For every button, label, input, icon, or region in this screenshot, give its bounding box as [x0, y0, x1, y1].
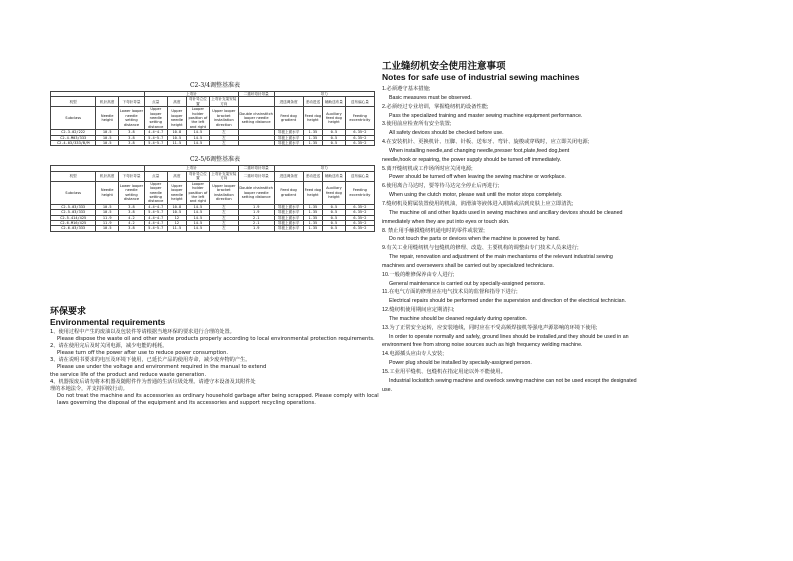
header-row-cn	[51, 171, 375, 181]
table-cell: 导板上面水平	[274, 130, 303, 135]
table-cell: 5.4~5.7	[144, 141, 167, 146]
note-line: use.	[382, 386, 393, 393]
table-cell: 导板上面水平	[274, 135, 303, 140]
note-line: 11.在电气方面的修理应在电气技术员的监督和指导下进行;	[382, 289, 518, 296]
notes-list	[382, 85, 737, 395]
table-cell: 10.5	[96, 130, 119, 135]
header-row-en	[51, 181, 375, 204]
table-cell: 1.35	[303, 204, 322, 209]
table-cell: 10.5	[96, 135, 119, 140]
env-line: the service life of the product and reduce waste generation.	[50, 371, 207, 378]
table-cell: 1.35	[303, 210, 322, 215]
note-line: When using the clutch motor, please wait until the motor stops completely.	[389, 192, 563, 199]
header-row-cn	[51, 97, 375, 107]
table-cell: 14.5	[187, 226, 210, 231]
table-cell: 14.5	[187, 220, 210, 225]
table-cell: 左	[209, 220, 238, 225]
table-cell: 10.5	[96, 210, 119, 215]
column-header-en: Auxiliary feed dog height	[323, 107, 346, 130]
note-line: Power should be turned off when leaving the sewing machine or workplace.	[389, 174, 566, 181]
table-cell: C2-5-03/333	[51, 210, 96, 215]
column-header-en: Looper holder position of the left and right	[188, 107, 208, 129]
env-line: Please use under the voltage and environment required in the manual to extend	[57, 364, 267, 371]
column-header-cn: 辅助送布量	[323, 171, 346, 181]
column-header-en: Feed dog height	[303, 107, 322, 130]
table-cell: 1.9	[238, 204, 274, 209]
table-cell: 1.9	[238, 226, 274, 231]
note-line: Do not touch the parts or devices when the machine is powered by hand.	[389, 236, 561, 243]
table-cell: 0.5	[323, 204, 346, 209]
note-line: All safety devices should be checked before use.	[389, 130, 504, 137]
env-line: 4、机器报废后请勿将本机器及随附件作为普通的生活垃圾处理。请遵守本设备及其附件处	[50, 378, 256, 385]
table-cell: 14.5	[187, 135, 210, 140]
note-line: The machine oil and other liquids used in sewing machines and ancillary devices should be cleaned	[389, 209, 623, 216]
column-header-cn: 二重环弯针导量	[238, 171, 274, 181]
table-cell: 14.5	[187, 210, 210, 215]
table-cell: 导板上面水平	[274, 220, 303, 225]
table-cell: 左	[209, 130, 238, 135]
table-cell: 1.35	[303, 226, 322, 231]
table-cell: 3.8	[119, 135, 145, 140]
column-header-en: Subclass	[51, 107, 96, 130]
table-cell: 0.5	[323, 215, 346, 220]
table-cell: 12	[167, 220, 186, 225]
table-cell: 左	[209, 210, 238, 215]
table-cell: 3.8	[119, 210, 145, 215]
table-cell: 10.5	[96, 204, 119, 209]
column-header-en: Looper holder position of the left and right	[188, 181, 208, 204]
table-cell: 6.35~2	[345, 130, 374, 135]
table-cell: 10.5	[167, 210, 186, 215]
table-cell: 6.35~2	[345, 141, 374, 146]
note-line: 7.缝纫机及附属装置使用的机油，润滑油等液体进入眼睛或沾到皮肤上应立即清洗;	[382, 200, 574, 207]
table-cell: 11.9	[96, 220, 119, 225]
table-cell: 6.35~2	[345, 226, 374, 231]
table-cell: 0.5	[323, 210, 346, 215]
column-header-en: Upper looper bracket installation direction	[209, 181, 238, 204]
table1-title: C2-3/4调整基准表	[189, 82, 241, 89]
table-cell: 14.5	[187, 204, 210, 209]
column-header-cn: 上弯针支架安装方向	[211, 97, 237, 106]
note-line: The repair, renovation and adjustment of the main mechanisms of the relevant industrial sewing	[389, 254, 613, 261]
table-cell: 左	[209, 135, 238, 140]
column-header-cn: 点量	[144, 171, 167, 181]
table-cell: 0.5	[323, 135, 346, 140]
env-line: 1、使用过程中产生的废油以及包装件等请根据当地环保的要求进行合理的处置。	[50, 329, 235, 335]
group-header-cell: 二重环弯针导量	[238, 166, 274, 171]
table-cell: 4.4~4.7	[144, 215, 167, 220]
table-cell: 11.5	[167, 141, 186, 146]
table-cell: 4.2	[119, 220, 145, 225]
table-cell: 导板上面水平	[274, 210, 303, 215]
column-header-en: Feed dog height	[303, 181, 322, 204]
table-cell: 左	[209, 226, 238, 231]
group-header-cell: 导力	[274, 92, 375, 97]
table-cell: 1.35	[303, 141, 322, 146]
table-cell: 6.35~2	[345, 215, 374, 220]
column-header-en: Upper looper needle setting distance	[144, 181, 167, 204]
table-cell: 左	[209, 215, 238, 220]
adjustment-table-c2-3-4	[50, 91, 375, 146]
table-cell: 导板上面水平	[274, 226, 303, 231]
table-cell: 10.5	[96, 226, 119, 231]
table-row	[51, 141, 375, 146]
table-cell: 11.5	[167, 226, 186, 231]
note-line: 15.工业用平缝机、包缝机在指定用途以外不能使用。	[382, 369, 506, 375]
column-header-cn: 辅助送布量	[323, 97, 346, 107]
table-cell: 10.5	[96, 141, 119, 146]
notes-title-cn: 工业缝纫机安全使用注意事项	[382, 61, 506, 72]
table-cell: 3.8	[119, 130, 145, 135]
note-line: Electrical repairs should be performed under the supervision and direction of the electrical technician.	[389, 298, 627, 305]
table-cell: 12	[167, 215, 186, 220]
note-line: 8. 禁止用手触摸缝纫机通电时的零件或装置;	[382, 227, 485, 234]
column-header-cn: 进送调条度	[274, 171, 303, 181]
table-cell: 0.5	[323, 220, 346, 225]
env-line: Please turn off the power after use to reduce power consumption.	[57, 350, 229, 357]
note-line: The machine should be cleaned regularly during operation.	[389, 315, 528, 322]
note-line: Power plug should be installed by specially-assigned person.	[389, 360, 532, 367]
table-row	[51, 226, 375, 231]
table-cell: 1.35	[303, 130, 322, 135]
table-cell: 1.35	[303, 135, 322, 140]
table-cell: 2.1	[238, 220, 274, 225]
table-cell: 14.5	[187, 215, 210, 220]
table-cell: 左	[209, 204, 238, 209]
table-cell: C2-4-M03/333	[51, 135, 96, 140]
column-header-en: Auxiliary feed dog height	[323, 181, 346, 204]
note-line: General maintenance is carried out by specially-assigned persons.	[389, 280, 546, 287]
column-header-cn: 下弯针导量	[119, 171, 145, 181]
column-header-en: Feeding eccentricity	[345, 181, 374, 204]
note-line: 13.为了正常安全运转，应安装地线，同时应在不受高频焊接机等强电声源影响的环境下使用;	[382, 324, 598, 331]
table-cell: 6.35~2	[345, 135, 374, 140]
note-line: In order to operate normally and safely, ground lines should be installed,and they should be used in an	[389, 333, 629, 340]
note-line: 14.电源插头应由专人安装;	[382, 351, 444, 358]
column-header-cn: 机型	[51, 97, 96, 107]
table-cell: 导板上面水平	[274, 204, 303, 209]
column-header-cn: 弯针导立位置	[187, 171, 210, 181]
column-header-cn: 送布偏心量	[345, 171, 374, 181]
adjustment-tables	[50, 80, 380, 232]
table-cell: 3.8	[119, 204, 145, 209]
note-line: 6.使用离合马达时，要等待马达完全停止后再进行;	[382, 183, 500, 190]
column-header-en: Upper looper needle setting distance	[144, 107, 167, 130]
note-line: 4.在安装机针、更换机针、压脚、针板、送布牙、弯针、旋梭或穿线时，应立即关闭电源;	[382, 139, 590, 146]
env-line: Do not treat the machine and its accessories as ordinary household garbage after being scrapped. Please comply with local laws governing the disposal of the equipment and its accessories and support recycling operations.	[57, 392, 379, 406]
table-cell: 3.8	[119, 141, 145, 146]
env-title-cn: 环保要求	[50, 306, 87, 316]
column-header-en: Subclass	[51, 181, 96, 204]
table-cell: C2-4-03/333/B/M	[51, 141, 96, 146]
header-row-en	[51, 107, 375, 130]
note-line: Industrial lockstitch sewing machine and overlock sewing machine can not be used except the designated	[389, 377, 637, 384]
table-cell: 10.8	[167, 204, 186, 209]
table-cell: 10.8	[167, 130, 186, 135]
note-line: 5.离开缝纫机或工作场所时应关闭电源;	[382, 165, 473, 172]
table-cell: 4.4~4.7	[144, 130, 167, 135]
table-cell: 10.5	[167, 135, 186, 140]
column-header-en: Lower looper needle setting distance	[119, 181, 145, 204]
table-cell: 5.4~5.7	[144, 210, 167, 215]
column-header-en: Double chainstitch looper needle setting distance	[238, 107, 274, 130]
note-line: environment free from strong noise sources such as high frequency welding machine.	[382, 342, 583, 349]
table-cell: 14.5	[187, 141, 210, 146]
column-header-cn: 弯针导立位置	[187, 97, 210, 107]
table-cell: 1.35	[303, 215, 322, 220]
group-header-cell: 二重环弯针导量	[238, 92, 274, 97]
note-line: 10.一般的维修保养由专人进行;	[382, 271, 455, 278]
table-cell: 4.4~4.7	[144, 204, 167, 209]
table2-title: C2-5/6调整基准表	[189, 156, 241, 164]
environmental-requirements	[50, 306, 380, 407]
column-header-en: Feed dog gradient	[274, 181, 303, 204]
note-line: 1.必须遵守基本措施;	[382, 86, 431, 92]
column-header-cn: 下弯针导量	[119, 97, 145, 107]
table-cell: 0.5	[323, 226, 346, 231]
table-cell: C2-5-414/425	[51, 215, 96, 220]
notes-title-en: Notes for safe use of industrial sewing machines	[382, 72, 580, 82]
table-cell: 6.35~2	[345, 204, 374, 209]
env-line: 2、请在使用完后及时关闭电源，减少电能的耗耗。	[50, 343, 168, 350]
column-header-cn: 上弯针支架安装方向	[211, 171, 237, 181]
column-header-en: Upper looper bracket installation direction	[209, 107, 238, 130]
note-line: machines and oversewers shall be carried out by specialized technicians.	[382, 262, 554, 269]
table-cell: 11.9	[96, 215, 119, 220]
table-cell: 0.5	[323, 130, 346, 135]
column-header-en: Needle height	[96, 107, 119, 130]
table-cell: 1.9	[238, 210, 274, 215]
column-header-en: Lower looper needle setting distance	[119, 107, 145, 130]
table-cell: 6.35~2	[345, 220, 374, 225]
column-header-cn: 高度	[167, 171, 186, 181]
table-cell: 1.35	[303, 220, 322, 225]
table-cell: 导板上面水平	[274, 141, 303, 146]
table-cell: C2-6-03/333	[51, 226, 96, 231]
column-header-cn: 点量	[144, 97, 167, 107]
note-line: 3.使用前应检查所有安全装置;	[382, 121, 452, 128]
note-line: 9.有关工业用缝纫机与包缝机的修理、改造、主要机构的调整由专门技术人员来进行;	[382, 245, 579, 252]
safety-notes	[382, 61, 737, 395]
table-cell: C2-5-03/333	[51, 204, 96, 209]
table-cell: 左	[209, 141, 238, 146]
note-line: immediately when they are put into eyes or touch skin.	[382, 218, 510, 225]
column-header-cn: 机针高度	[96, 97, 119, 107]
env-line: 3、请在说明书要求的电压及环境下使用，已延长产品的使用寿命，减少废弃物的产生。	[50, 357, 251, 364]
column-header-en: Upper looper needle height	[167, 181, 186, 204]
note-line: needle,hook or repairing, the power supply should be turned off immediately.	[382, 156, 562, 163]
env-line: 理的本地法令，并支持回收行动。	[50, 385, 128, 392]
column-header-cn: 机针高度	[96, 171, 119, 181]
note-line: Pass the specialized training and master sewing machine equipment performance.	[389, 112, 583, 119]
table-cell: 5.4~5.7	[144, 226, 167, 231]
adjustment-table-c2-5-6	[50, 165, 375, 231]
column-header-cn: 高度	[167, 97, 186, 107]
table-cell: 6.35~2	[345, 210, 374, 215]
column-header-cn: 机型	[51, 171, 96, 181]
table-cell: C2-3-02/222	[51, 130, 96, 135]
note-line: When installing needle,and changing needle,presser foot,plate,feed dog,bent	[389, 147, 570, 154]
table-cell: 2.1	[238, 215, 274, 220]
column-header-cn	[238, 97, 274, 107]
table-cell: 导板上面水平	[274, 215, 303, 220]
table-cell: 3.8	[119, 226, 145, 231]
column-header-en: Double chainstitch looper needle setting distance	[238, 181, 274, 204]
table-cell: 0.5	[323, 141, 346, 146]
table-cell: 14.5	[187, 130, 210, 135]
column-header-en: Needle height	[96, 181, 119, 204]
group-header-cell: 上弯针	[144, 92, 238, 97]
column-header-cn: 差动进送	[303, 171, 322, 181]
column-header-cn: 送布偏心量	[345, 97, 374, 107]
table-cell: 4.4~4.7	[144, 220, 167, 225]
note-line: 12.缝纫机使用期间应定期清扫;	[382, 307, 455, 314]
column-header-en: Feed dog gradient	[274, 107, 303, 130]
column-header-cn: 差动进送	[303, 97, 322, 107]
table-cell: C2-6-M16/425	[51, 220, 96, 225]
table-cell: 5.4~5.7	[144, 135, 167, 140]
table-cell: 4.2	[119, 215, 145, 220]
env-line: Please dispose the waste oil and other waste products properly according to local environmental protection requirements.	[57, 336, 375, 343]
table-cell	[238, 141, 274, 146]
group-header-cell: 导力	[274, 166, 375, 171]
column-header-cn: 进送调条度	[274, 97, 303, 107]
group-header-cell: 上弯针	[144, 166, 238, 171]
note-line: 2.必须经过专业培训，掌握缝纫机的设备性能;	[382, 103, 489, 110]
env-title-en: Environmental requirements	[50, 317, 166, 327]
column-header-en: Feeding eccentricity	[345, 107, 374, 130]
note-line: Basic measures must be observed.	[389, 94, 472, 101]
column-header-en: Upper looper needle height	[167, 107, 186, 130]
